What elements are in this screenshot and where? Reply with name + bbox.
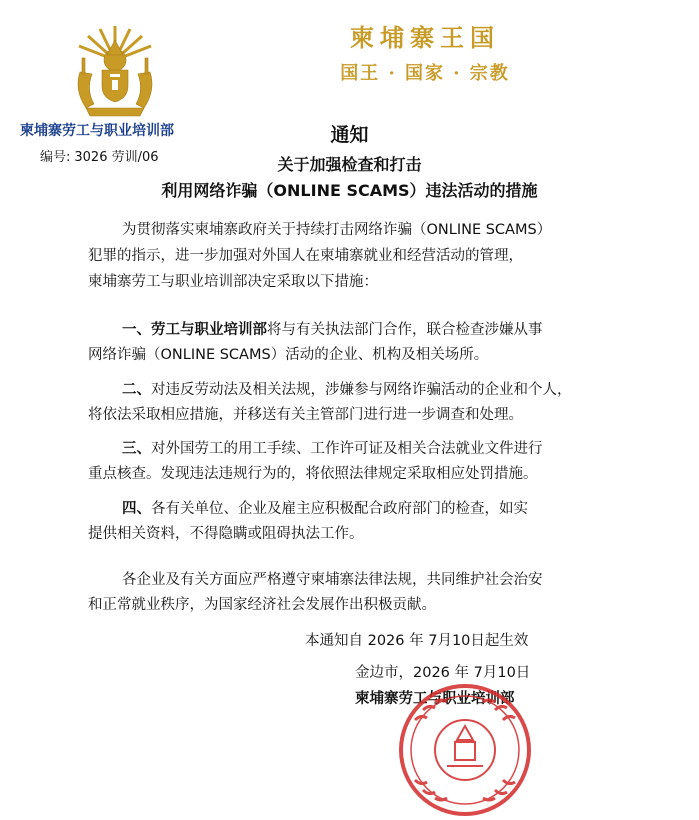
measure-item-line: 网络诈骗（ONLINE SCAMS）活动的企业、机构及相关场所。	[88, 347, 489, 363]
kingdom-motto: 国王 · 国家 · 宗教	[340, 63, 510, 84]
document-number-label: 编号:	[40, 150, 71, 165]
measure-item-text: 将与有关执法部门合作，联合检查涉嫌从事	[267, 322, 543, 338]
royal-emblem-icon	[60, 22, 170, 120]
kingdom-heading	[260, 18, 590, 85]
measure-item-line: 将依法采取相应措施，并移送有关主管部门进行进一步调查和处理。	[88, 407, 523, 423]
place-date: 金边市，2026 年 7月10日	[355, 665, 531, 681]
ministry-name: 柬埔寨劳工与职业培训部	[20, 123, 174, 139]
measure-item-text: 对违反劳动法及相关法规，涉嫌参与网络诈骗活动的企业和个人，	[151, 382, 572, 398]
intro-line: 柬埔寨劳工与职业培训部决定采取以下措施：	[88, 274, 378, 290]
measure-item-line: 提供相关资料，不得隐瞒或阻碍执法工作。	[88, 526, 364, 542]
closing-line: 和正常就业秩序，为国家经济社会发展作出积极贡献。	[88, 597, 436, 613]
measure-item-line: 重点核查。发现违法违规行为的，将依照法律规定采取相应处罚措施。	[88, 466, 538, 482]
measure-item-heading: 三、	[122, 441, 151, 457]
measure-item-3	[122, 438, 543, 461]
measure-item-heading: 四、	[122, 501, 151, 517]
measure-item-heading: 一、劳工与职业培训部	[122, 322, 267, 338]
intro-line: 犯罪的指示，进一步加强对外国人在柬埔寨就业和经营活动的管理，	[88, 248, 523, 264]
notice-subtitle-line-1: 关于加强检查和打击	[277, 155, 422, 174]
measure-item-heading: 二、	[122, 382, 151, 398]
closing-line: 各企业及有关方面应严格遵守柬埔寨法律法规，共同维护社会治安	[122, 572, 543, 588]
measure-item-1	[122, 319, 543, 342]
document-number-value: 3026 劳训/06	[74, 150, 159, 165]
intro-line: 为贯彻落实柬埔寨政府关于持续打击网络诈骗（ONLINE SCAMS）	[122, 222, 552, 238]
measure-item-text: 各有关单位、企业及雇主应积极配合政府部门的检查，如实	[151, 501, 528, 517]
notice-title: 通知	[330, 124, 369, 146]
official-seal-stamp	[395, 680, 535, 820]
kingdom-name: 柬埔寨王国	[350, 23, 500, 52]
effective-date: 本通知自 2026 年 7月10日起生效	[305, 633, 529, 649]
measure-item-2	[122, 379, 572, 402]
measure-item-text: 对外国劳工的用工手续、工作许可证及相关合法就业文件进行	[151, 441, 543, 457]
notice-subtitle-line-2: 利用网络诈骗（ONLINE SCAMS）违法活动的措施	[161, 181, 538, 200]
signature-organization: 柬埔寨劳工与职业培训部	[355, 691, 515, 707]
measure-item-4	[122, 498, 528, 521]
